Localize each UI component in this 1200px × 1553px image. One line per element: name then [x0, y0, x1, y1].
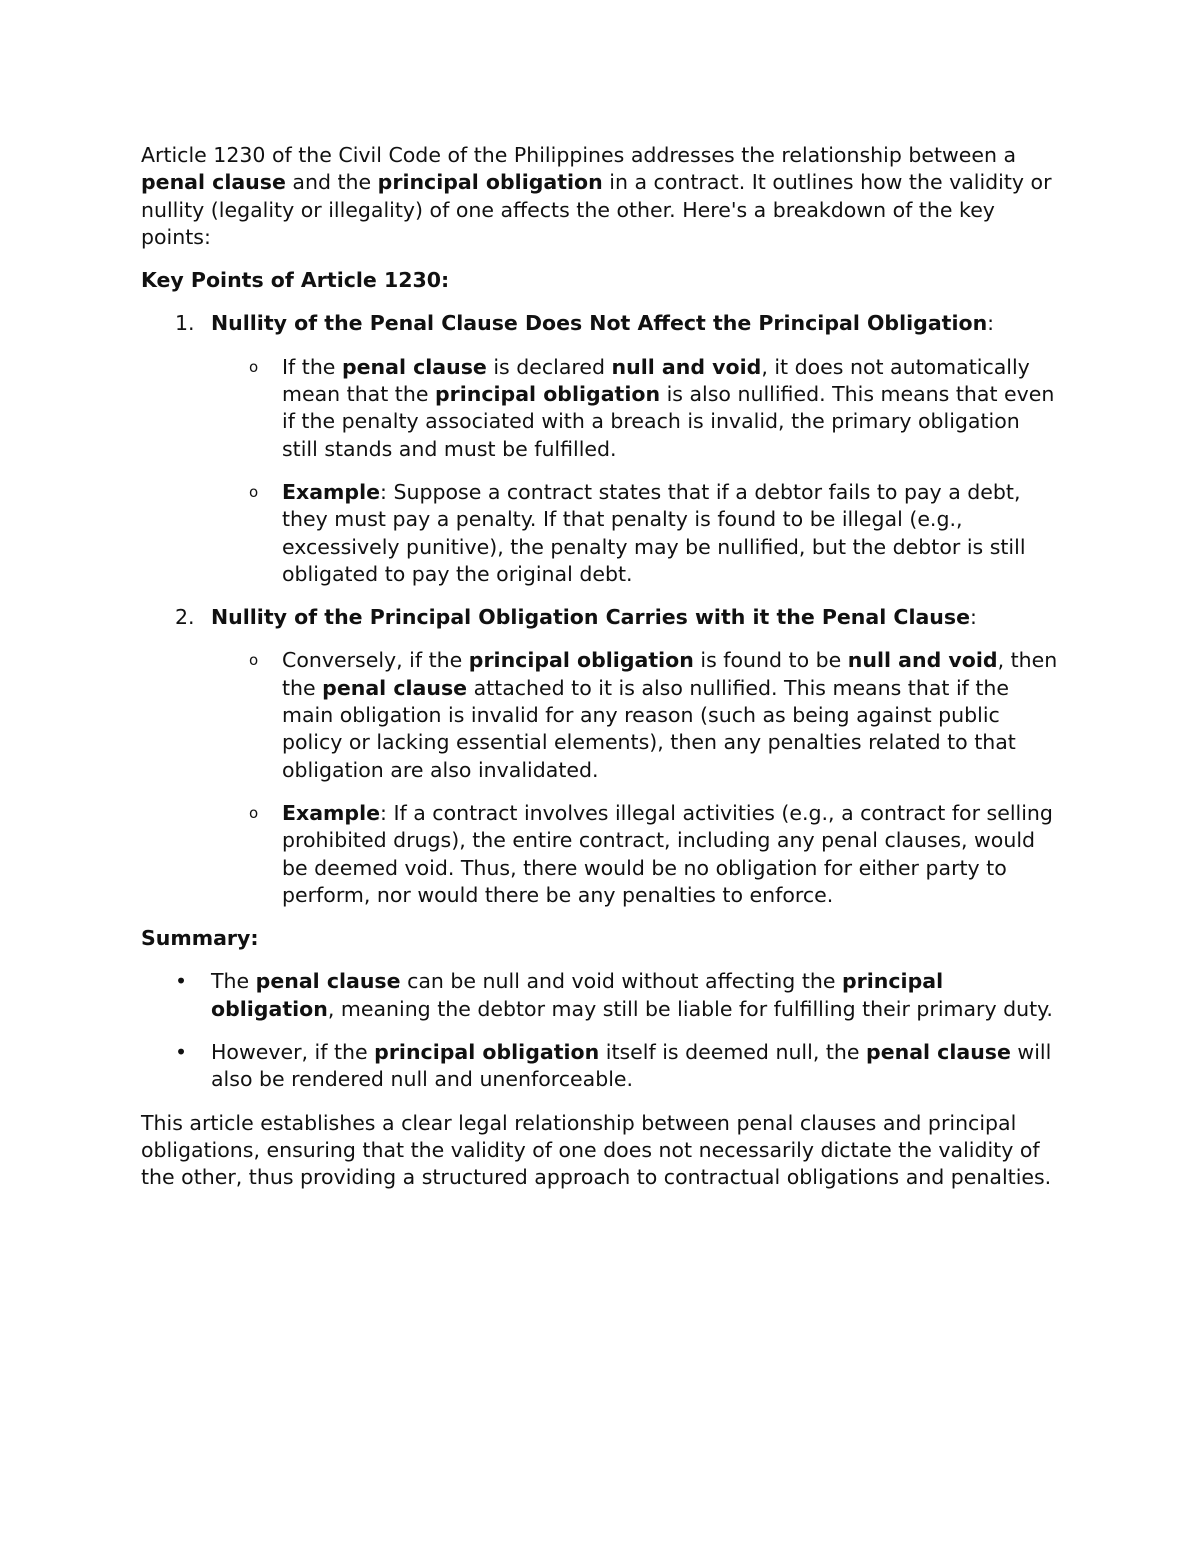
- summary-bullet-2: • However, if the principal obligation itself is deemed null, the penal clause will also be rendered null and unenforceable.: [175, 1040, 1052, 1092]
- sub-list-item: o Conversely, if the principal obligation is found to be null and void, then the penal clause attached to it is also nullified. This means that if the main obligation is invalid for any reason (such as being against public policy or lacking essential elements), then any penalties related to that obligation are also invalidated.: [249, 648, 1058, 782]
- numbered-item-1: 1. Nullity of the Penal Clause Does Not Affect the Principal Obligation:: [141, 310, 1061, 337]
- circle-bullet-icon: o: [249, 651, 259, 670]
- summary-heading: Summary:: [141, 926, 259, 951]
- circle-bullet-icon: o: [249, 357, 259, 376]
- key-points-heading: Key Points of Article 1230:: [141, 268, 450, 293]
- point-title: Nullity of the Principal Obligation Carries with it the Penal Clause: [211, 605, 971, 630]
- document-page: [141, 142, 1061, 1192]
- circle-bullet-icon: o: [249, 803, 259, 822]
- sub-list-item: o Example: Suppose a contract states that if a debtor fails to pay a debt, they must pay a penalty. If that penalty is found to be illegal (e.g., excessively punitive), the penalty may be nullified, but the debtor is still obligated to pay the original debt.: [249, 479, 1026, 586]
- list-number: 2.: [175, 605, 195, 630]
- list-number: 1.: [175, 311, 195, 336]
- circle-bullet-icon: o: [249, 482, 259, 501]
- sub-list-2: [141, 647, 1061, 909]
- intro-paragraph: Article 1230 of the Civil Code of the Philippines addresses the relationship between a penal clause and the principal obligation in a contract. It outlines how the validity or nullity (legality or illegality) of one affects the other. Here's a breakdown of the key points:: [141, 143, 1052, 249]
- conclusion-paragraph: This article establishes a clear legal relationship between penal clauses and principal obligations, ensuring that the validity of one does not necessarily dictate the validity of the other, thus providing a structured approach to contractual obligations and penalties.: [141, 1110, 1052, 1190]
- sub-list-item: o If the penal clause is declared null and void, it does not automatically mean that the principal obligation is also nullified. This means that even if the penalty associated with a breach is invalid, the primary obligation still stands and must be fulfilled.: [249, 354, 1055, 461]
- numbered-item-2: 2. Nullity of the Principal Obligation Carries with it the Penal Clause:: [141, 604, 1061, 631]
- bullet-dot-icon: •: [175, 1040, 188, 1065]
- summary-bullet-1: • The penal clause can be null and void without affecting the principal obligation, meaning the debtor may still be liable for fulfilling their primary duty.: [175, 969, 1053, 1021]
- bullet-dot-icon: •: [175, 969, 188, 994]
- point-title: Nullity of the Penal Clause Does Not Affect the Principal Obligation: [211, 311, 988, 336]
- sub-list-item: o Example: If a contract involves illegal activities (e.g., a contract for selling prohibited drugs), the entire contract, including any penal clauses, would be deemed void. Thus, there would be no obligation for either party to perform, nor would there be any penalties to enforce.: [249, 800, 1053, 907]
- sub-list-1: [141, 354, 1061, 588]
